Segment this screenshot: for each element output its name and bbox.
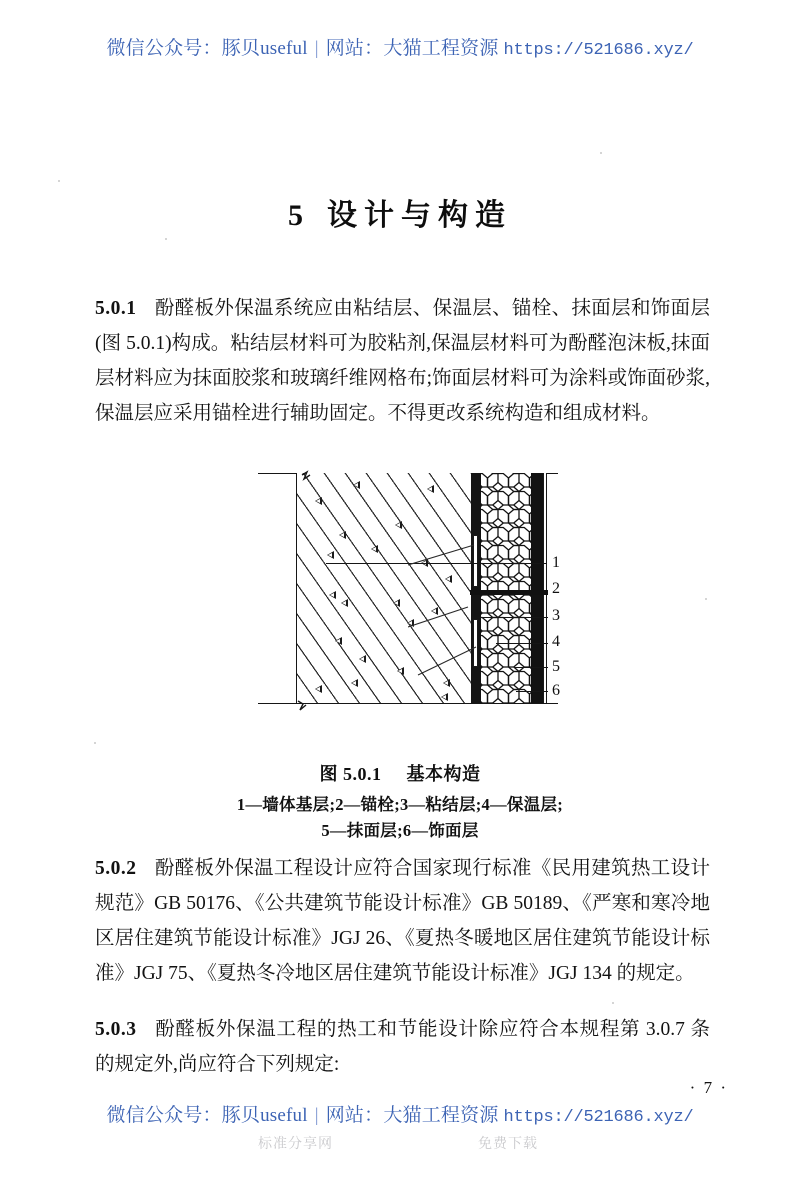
render-coat-layer xyxy=(532,473,543,703)
break-line-symbol-bottom xyxy=(294,695,314,715)
figure-caption-name: 基本构造 xyxy=(406,764,481,784)
page-number: · 7 · xyxy=(689,1078,728,1097)
figure-drawing xyxy=(258,455,558,725)
clause-5-0-1 xyxy=(95,291,710,431)
aggregate-mark xyxy=(359,655,368,663)
chapter-name: 设计与构造 xyxy=(327,199,512,232)
figure-5-0-1 xyxy=(0,455,800,840)
watermark-wechat-label: 微信公众号：豚贝useful xyxy=(106,38,308,59)
watermark-separator: | xyxy=(314,38,319,59)
watermark-site-label: 网站：大猫工程资源 xyxy=(325,38,499,59)
scan-speckle xyxy=(94,742,96,744)
footer-tag-free-download: 免费下载 xyxy=(478,1135,538,1151)
aggregate-mark xyxy=(315,685,324,693)
watermark-bottom xyxy=(0,1100,800,1127)
aggregate-mark xyxy=(353,481,362,489)
watermark-url: https://521686.xyz/ xyxy=(503,1108,694,1127)
aggregate-mark xyxy=(351,679,360,687)
page-title xyxy=(0,190,800,234)
watermark-separator: | xyxy=(314,1105,319,1126)
watermark-top xyxy=(0,33,800,60)
aggregate-mark xyxy=(339,531,348,539)
callout-number-4: 4 xyxy=(552,633,560,650)
callout-number-2: 2 xyxy=(552,580,560,597)
leader-pointer-strokes xyxy=(408,535,528,695)
footer-tag-share-site: 标准分享网 xyxy=(258,1135,333,1151)
callout-number-3: 3 xyxy=(552,607,560,624)
clause-number: 5.0.2 xyxy=(95,858,137,879)
aggregate-mark xyxy=(397,667,406,675)
scan-speckle xyxy=(612,1002,614,1004)
aggregate-mark xyxy=(327,551,336,559)
figure-legend-line-2: 5—抹面层;6—饰面层 xyxy=(321,821,479,840)
aggregate-mark xyxy=(329,591,338,599)
scan-speckle xyxy=(705,598,707,600)
scan-speckle xyxy=(600,152,602,154)
aggregate-mark xyxy=(393,599,402,607)
watermark-url: https://521686.xyz/ xyxy=(503,41,694,60)
callout-number-6: 6 xyxy=(552,682,560,699)
finish-coat-layer xyxy=(543,473,547,703)
clause-number: 5.0.3 xyxy=(95,1019,137,1040)
figure-legend-line-1: 1—墙体基层;2—锚栓;3—粘结层;4—保温层; xyxy=(236,795,564,814)
figure-caption xyxy=(0,760,800,786)
aggregate-mark xyxy=(341,599,350,607)
aggregate-mark xyxy=(371,545,380,553)
aggregate-mark xyxy=(315,497,324,505)
watermark-site-label: 网站：大猫工程资源 xyxy=(325,1105,499,1126)
callout-number-5: 5 xyxy=(552,658,560,675)
clause-5-0-3 xyxy=(95,1012,710,1082)
chapter-number: 5 xyxy=(288,199,305,232)
callout-number-1: 1 xyxy=(552,554,560,571)
watermark-wechat-label: 微信公众号：豚贝useful xyxy=(106,1105,308,1126)
clause-5-0-2 xyxy=(95,851,710,991)
aggregate-mark xyxy=(427,485,436,493)
clause-text: 酚醛板外保温工程设计应符合国家现行标准《民用建筑热工设计规范》GB 50176、《公共建筑节能设计标准》GB 50189、《严寒和寒冷地区居住建筑节能设计标准》JGJ 26、《夏热冬暖地区居住建筑节能设计标准》JGJ 75、《夏热冬冷地区居住建筑节能设计标准》JGJ 134 的规定。 xyxy=(95,858,710,984)
figure-caption-label: 图 5.0.1 xyxy=(319,764,382,784)
aggregate-mark xyxy=(335,637,344,645)
scan-speckle xyxy=(165,238,167,240)
clause-text: 酚醛板外保温工程的热工和节能设计除应符合本规程第 3.0.7 条的规定外,尚应符合下列规定: xyxy=(95,1019,710,1075)
aggregate-mark xyxy=(395,521,404,529)
clause-number: 5.0.1 xyxy=(95,298,137,319)
break-line-symbol-top xyxy=(298,463,318,483)
scan-speckle xyxy=(58,180,60,182)
footer-tags xyxy=(0,1133,800,1155)
clause-text: 酚醛板外保温系统应由粘结层、保温层、锚栓、抹面层和饰面层(图 5.0.1)构成。粘结层材料可为胶粘剂,保温层材料可为酚醛泡沫板,抹面层材料应为抹面胶浆和玻璃纤维网格布;饰面层材料可为涂料或饰面砂浆,保温层应采用锚栓进行辅助固定。不得更改系统构造和组成材料。 xyxy=(95,298,710,424)
